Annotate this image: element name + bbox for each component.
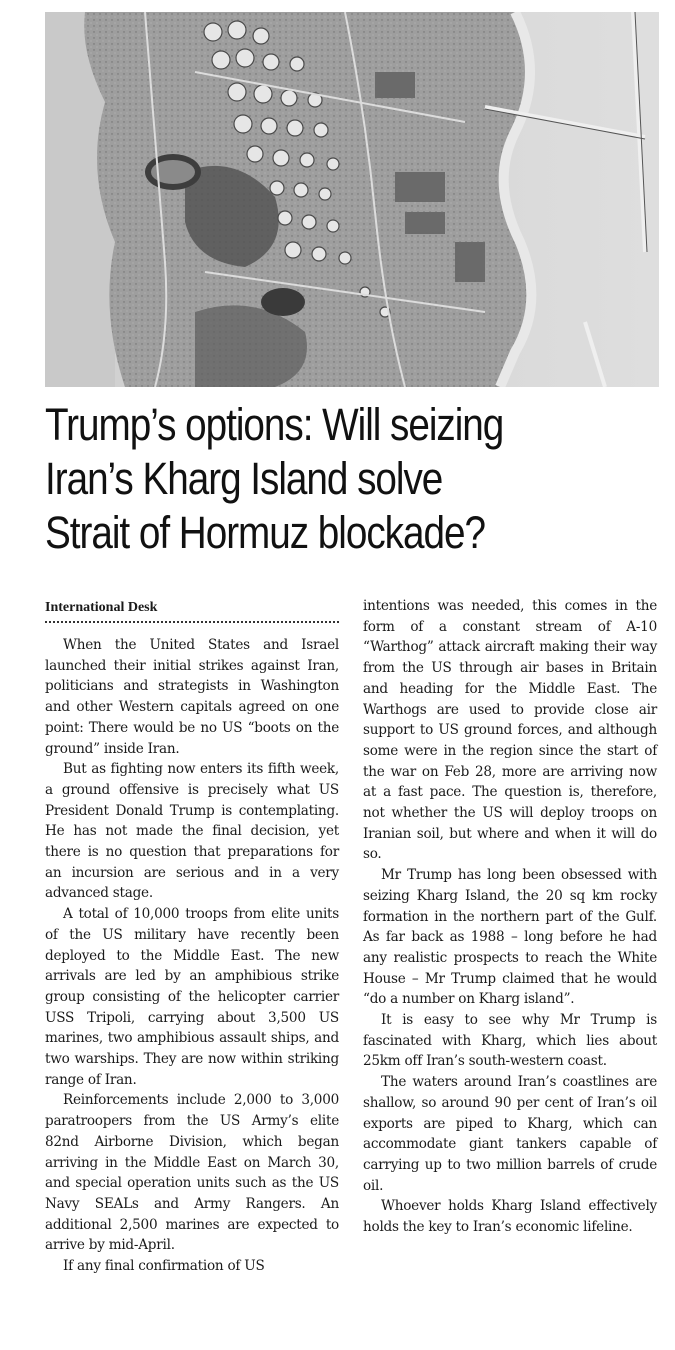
paragraph: A total of 10,000 troops from elite units of the US military have recently been deployed to the Middle East. The new arrivals are led by an amphibious strike group consisting of the helicopter carrier USS Tripoli, carrying about 3,500 US marines, two amphibious assault ships, and two warships. They are now within striking range of Iran. xyxy=(45,906,339,1088)
paragraph: If any final confirmation of US xyxy=(63,1258,265,1275)
headline-line-1: Trump’s options: Will seizing xyxy=(45,399,504,450)
headline xyxy=(45,398,578,560)
aerial-oil-terminal-photo xyxy=(45,12,659,387)
headline-line-2: Iran’s Kharg Island solve xyxy=(45,453,443,504)
paragraph: It is easy to see why Mr Trump is fascinated with Kharg, which lies about 25km off Iran’s south-western coast. xyxy=(363,1012,657,1070)
paragraph: Reinforcements include 2,000 to 3,000 paratroopers from the US Army’s elite 82nd Airborne Division, which began arriving in the Middle East on March 30, and special operation units such as the US Navy SEALs and Army Rangers. An additional 2,500 marines are expected to arrive by mid-April. xyxy=(45,1092,339,1254)
paragraph: When the United States and Israel launched their initial strikes against Iran, politicians and strategists in Washington and other Western capitals agreed on one point: There would be no US “boots on the ground” inside Iran. xyxy=(45,637,339,757)
paragraph: The waters around Iran’s coastlines are shallow, so around 90 per cent of Iran’s oil exports are piped to Kharg, which can accommodate giant tankers capable of carrying up to two million barrels of crude oil. xyxy=(363,1074,657,1194)
article-column-left xyxy=(45,598,339,1277)
byline: International Desk xyxy=(45,598,339,623)
paragraph: Whoever holds Kharg Island effectively holds the key to Iran’s economic lifeline. xyxy=(363,1198,657,1236)
article-column-right xyxy=(363,596,657,1238)
headline-line-3: Strait of Hormuz blockade? xyxy=(45,507,485,558)
paragraph: Mr Trump has long been obsessed with seizing Kharg Island, the 20 sq km rocky formation in the northern part of the Gulf. As far back as 1988 – long before he had any realistic prospects to reach the White House – Mr Trump claimed that he would “do a number on Kharg island”. xyxy=(363,867,657,1008)
paragraph: But as fighting now enters its fifth week, a ground offensive is precisely what US President Donald Trump is contemplating. He has not made the final decision, yet there is no question that preparations for an incursion are serious and in a very advanced stage. xyxy=(45,761,339,902)
paragraph: intentions was needed, this comes in the form of a constant stream of A-10 “Warthog” attack aircraft making their way from the US through air bases in Britain and heading for the Middle East. The Warthogs are used to provide close air support to US ground forces, and although some were in the region since the start of the war on Feb 28, more are arriving now at a fast pace. The question is, therefore, not whether the US will deploy troops on Iranian soil, but where and when it will do so. xyxy=(363,598,657,863)
